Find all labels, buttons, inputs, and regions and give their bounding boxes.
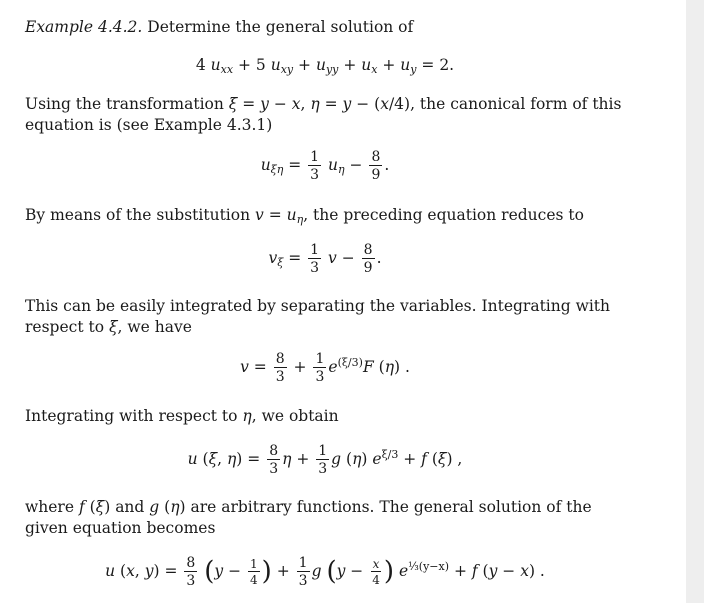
equation-u-xi-eta: u (ξ, η) = $\frac{8}{3}$ η + $\frac{1}{3}$ g (η) $e^{\xi/3} + f$ (ξ) , xyxy=(187,443,463,477)
paragraph-transformation: Using the transformation ξ = y − x, η = y − (x/4), the canonical form of this equation is (see Example 4.3.1) xyxy=(25,95,622,134)
equation-1: 4 $u_{xx} + 5$ $u_{xy} + u_{yy} + u_x + u_y = 2$. xyxy=(195,56,455,76)
paragraph-integrate-xi: This can be easily integrated by separating the variables. Integrating with respect to ξ, we have xyxy=(25,297,611,336)
example-label: Example 4.4.2. xyxy=(25,18,143,36)
equation-v: v = $\frac{8}{3}$ + $\frac{1}{3}$ $e^{(\xi/3)}F$ (η) . xyxy=(240,351,410,385)
paragraph-integrate-eta: Integrating with respect to η, we obtain xyxy=(25,407,339,425)
equation-canonical: $u_{\xi\eta}$ = $\frac{1}{3}$ $u_\eta$ − $\frac{8}{9}$ . xyxy=(260,149,390,183)
equation-reduced: $v_\xi$ = $\frac{1}{3}$ v − $\frac{8}{9}$ . xyxy=(268,242,382,276)
paragraph-general-solution: where f (ξ) and g (η) are arbitrary functions. The general solution of the given equation becomes xyxy=(25,498,592,537)
right-edge-strip xyxy=(686,0,704,603)
example-intro: Example 4.4.2. Determine the general solution of xyxy=(25,18,414,36)
equation-general-solution: u (x, y) = $\frac{8}{3}$ (y − $\frac{1}{4}$ ) + $\frac{1}{3}$ g (y − $\frac{x}{4}$ ) $e^{\frac{1}{3}(y-x)} + f$ (y − x) . xyxy=(105,555,545,589)
paragraph-substitution: By means of the substitution $v = u_\eta$, the preceding equation reduces to xyxy=(25,206,584,226)
